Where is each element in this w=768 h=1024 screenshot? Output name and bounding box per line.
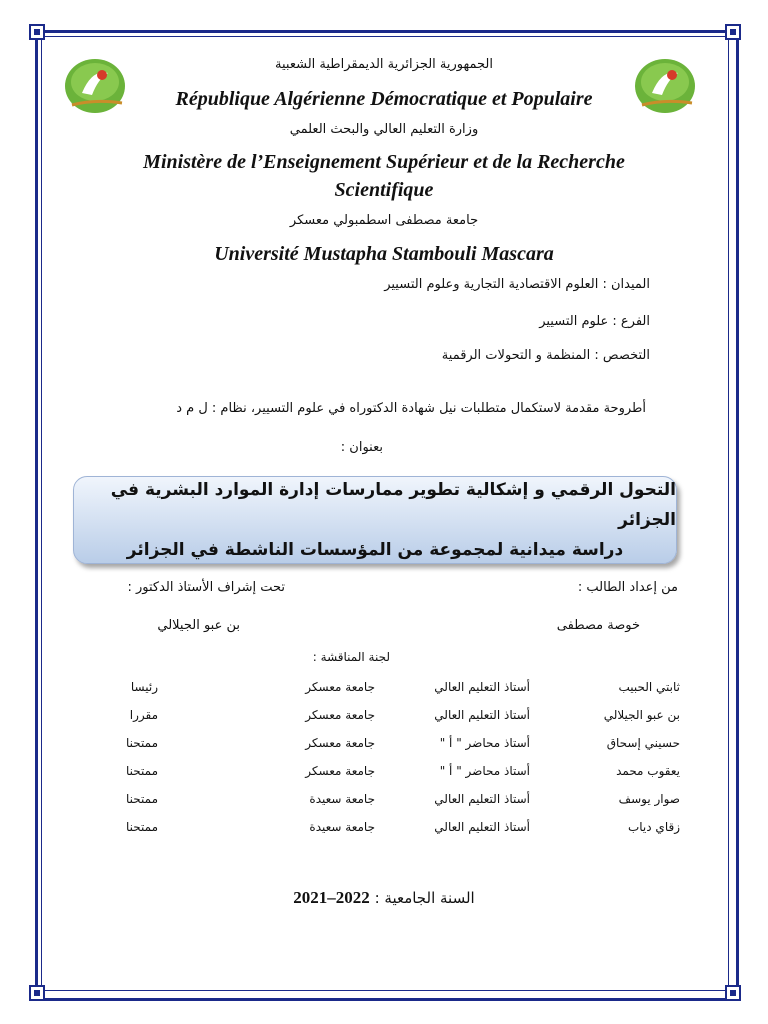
jury-name: يعقوب محمد bbox=[616, 764, 680, 778]
jury-name: زقاي دياب bbox=[627, 820, 680, 834]
jury-label: لجنة المناقشة : bbox=[312, 650, 390, 664]
ministry-french-line2: Scientifique bbox=[334, 179, 434, 201]
supervisor-label: تحت إشراف الأستاذ الدكتور : bbox=[127, 580, 285, 595]
jury-name: حسيني إسحاق bbox=[606, 736, 680, 750]
branch-line: الفرع : علوم التسيير bbox=[539, 314, 650, 329]
university-arabic: جامعة مصطفى اسطمبولي معسكر bbox=[289, 213, 479, 228]
jury-row bbox=[90, 792, 680, 812]
thesis-title-line2: دراسة ميدانية لمجموعة من المؤسسات الناشطة في الجزائر bbox=[126, 540, 624, 560]
thesis-title-box bbox=[73, 476, 677, 564]
ministry-arabic: وزارة التعليم العالي والبحث العلمي bbox=[289, 122, 479, 137]
jury-university: جامعة معسكر bbox=[305, 736, 375, 750]
jury-role: ممتحنا bbox=[125, 764, 158, 778]
jury-row bbox=[90, 736, 680, 756]
supervisor-name: بن عبو الجيلالي bbox=[157, 618, 240, 633]
student-name: خوصة مصطفى bbox=[556, 618, 640, 633]
corner-ornament bbox=[725, 985, 741, 1001]
specialty-line: التخصص : المنظمة و التحولات الرقمية bbox=[441, 348, 650, 363]
republic-french: République Algérienne Démocratique et Populaire bbox=[175, 88, 593, 110]
jury-name: بن عبو الجيلالي bbox=[603, 708, 680, 722]
jury-row bbox=[90, 820, 680, 840]
academic-year-label: السنة الجامعية : bbox=[374, 889, 475, 907]
jury-university: جامعة معسكر bbox=[305, 708, 375, 722]
corner-ornament bbox=[29, 24, 45, 40]
jury-row bbox=[90, 708, 680, 728]
jury-role: رئيسا bbox=[130, 680, 158, 694]
field-line: الميدان : العلوم الاقتصادية التجارية وعلوم التسيير bbox=[384, 277, 650, 292]
jury-row bbox=[90, 764, 680, 784]
jury-university: جامعة معسكر bbox=[305, 680, 375, 694]
jury-rank: أستاذ التعليم العالي bbox=[434, 680, 530, 694]
ministry-french-line1: Ministère de l’Enseignement Supérieur et de la Recherche bbox=[143, 151, 625, 173]
republic-arabic: الجمهورية الجزائرية الديمقراطية الشعبية bbox=[275, 57, 493, 72]
corner-ornament bbox=[725, 24, 741, 40]
student-label: من إعداد الطالب : bbox=[577, 580, 678, 595]
jury-role: ممتحنا bbox=[125, 736, 158, 750]
jury-rank: أستاذ محاضر " أ " bbox=[439, 736, 530, 750]
jury-rank: أستاذ التعليم العالي bbox=[434, 792, 530, 806]
jury-row bbox=[90, 680, 680, 700]
jury-rank: أستاذ التعليم العالي bbox=[434, 708, 530, 722]
jury-university: جامعة سعيدة bbox=[309, 792, 375, 806]
thesis-line: أطروحة مقدمة لاستكمال متطلبات نيل شهادة الدكتوراه في علوم التسيير، نظام : ل م د bbox=[176, 401, 646, 416]
academic-year-value: 2022–2021 bbox=[293, 888, 370, 907]
jury-university: جامعة معسكر bbox=[305, 764, 375, 778]
jury-role: مقررا bbox=[129, 708, 158, 722]
corner-ornament bbox=[29, 985, 45, 1001]
jury-name: صوار يوسف bbox=[618, 792, 680, 806]
university-french: Université Mustapha Stambouli Mascara bbox=[214, 243, 554, 265]
titled-label: بعنوان : bbox=[340, 440, 383, 455]
jury-rank: أستاذ التعليم العالي bbox=[434, 820, 530, 834]
jury-university: جامعة سعيدة bbox=[309, 820, 375, 834]
jury-role: ممتحنا bbox=[125, 792, 158, 806]
academic-year bbox=[200, 888, 568, 908]
jury-rank: أستاذ محاضر " أ " bbox=[439, 764, 530, 778]
jury-name: ثابتي الحبيب bbox=[618, 680, 680, 694]
thesis-title-line1: التحول الرقمي و إشكالية تطوير ممارسات إدارة الموارد البشرية في الجزائر bbox=[110, 480, 676, 530]
jury-role: ممتحنا bbox=[125, 820, 158, 834]
